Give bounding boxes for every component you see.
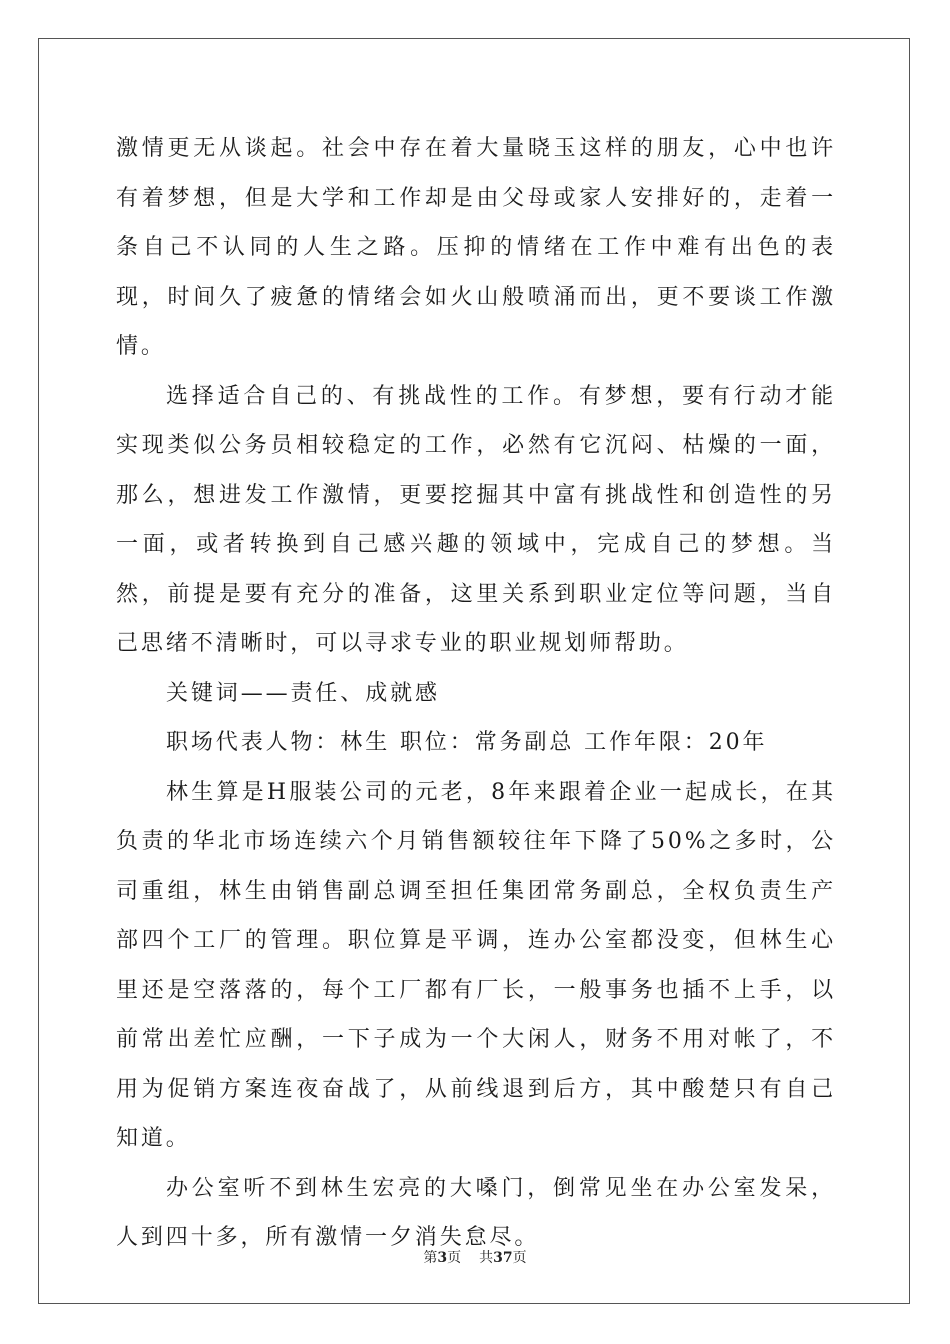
page-footer bbox=[0, 1247, 950, 1267]
footer-page-suffix: 页 bbox=[447, 1250, 462, 1266]
keyword-line: 关键词——责任、成就感 bbox=[166, 680, 440, 706]
paragraph-5: 林生算是H服装公司的元老，8年来跟着企业一起成长，在其负责的华北市场连续六个月销售额较往年下降了50%之多时，公司重组，林生由销售副总调至担任集团常务副总，全权负责生产部四个工厂的管理。职位算是平调，连办公室都没变，但林生心里还是空落落的，每个工厂都有厂长，一般事务也插不上手，以前常出差忙应酬，一下子成为一个大闲人，财务不用对帐了，不用为促销方案连夜奋战了，从前线退到后方，其中酸楚只有自己知道。 bbox=[116, 779, 836, 1151]
paragraph-6: 办公室听不到林生宏亮的大嗓门，倒常见坐在办公室发呆，人到四十多，所有激情一夕消失怠尽。 bbox=[116, 1175, 836, 1250]
document-body bbox=[116, 124, 836, 1263]
total-page-number: 37 bbox=[493, 1250, 513, 1266]
profile-line: 职场代表人物：林生 职位：常务副总 工作年限：20年 bbox=[166, 730, 768, 755]
footer-total-suffix: 页 bbox=[512, 1250, 527, 1266]
paragraph-2: 选择适合自己的、有挑战性的工作。有梦想，要有行动才能实现类似公务员相较稳定的工作，必然有它沉闷、枯燥的一面，那么，想进发工作激情，更要挖掘其中富有挑战性和创造性的另一面，或者转换到自己感兴趣的领域中，完成自己的梦想。当然，前提是要有充分的准备，这里关系到职业定位等问题，当自己思绪不清晰时，可以寻求专业的职业规划师帮助。 bbox=[116, 383, 836, 656]
current-page-number: 3 bbox=[437, 1250, 448, 1266]
paragraph-1: 激情更无从谈起。社会中存在着大量晓玉这样的朋友，心中也许有着梦想，但是大学和工作却是由父母或家人安排好的，走着一条自己不认同的人生之路。压抑的情绪在工作中难有出色的表现，时间久了疲惫的情绪会如火山般喷涌而出，更不要谈工作激情。 bbox=[116, 136, 836, 359]
footer-prefix: 第 bbox=[423, 1250, 438, 1266]
footer-total-prefix: 共 bbox=[479, 1250, 494, 1266]
